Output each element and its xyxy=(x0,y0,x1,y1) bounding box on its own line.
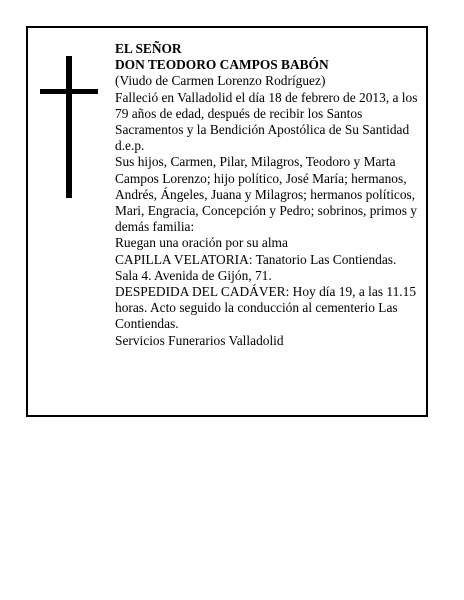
notice-title-line2: DON TEODORO CAMPOS BABÓN xyxy=(115,57,329,73)
cross-horizontal-bar xyxy=(40,89,98,94)
death-paragraph: Falleció en Valladolid el día 18 de febrero de 2013, a los 79 años de edad, después de recibir los Santos Sacramentos y la Bendición Apostólica de Su Santidad xyxy=(115,89,418,138)
family-paragraph: Sus hijos, Carmen, Pilar, Milagros, Teodoro y Marta Campos Lorenzo; hijo político, José María; hermanos, Andrés, Ángeles, Juana y Milagros; hermanos políticos, Mari, Engracia, Concepción y Pedro; sobrinos, primos y demás familia: xyxy=(115,154,417,235)
obituary-notice xyxy=(26,26,428,417)
chapel-paragraph: CAPILLA VELATORIA: Tanatorio Las Contiendas. Sala 4. Avenida de Gijón, 71. xyxy=(115,251,397,283)
notice-title-line1: EL SEÑOR xyxy=(115,41,182,56)
notice-text xyxy=(115,41,420,349)
services-line: Servicios Funerarios Valladolid xyxy=(115,332,284,348)
dep-line: d.e.p. xyxy=(115,138,145,154)
cross-vertical-bar xyxy=(66,56,72,198)
cross-icon xyxy=(40,56,98,198)
widower-line: (Viudo de Carmen Lorenzo Rodríguez) xyxy=(115,73,326,89)
farewell-paragraph: DESPEDIDA DEL CADÁVER: Hoy día 19, a las 11.15 horas. Acto seguido la conducción al cementerio Las Contiendas. xyxy=(115,284,417,332)
prayer-line: Ruegan una oración por su alma xyxy=(115,235,288,251)
